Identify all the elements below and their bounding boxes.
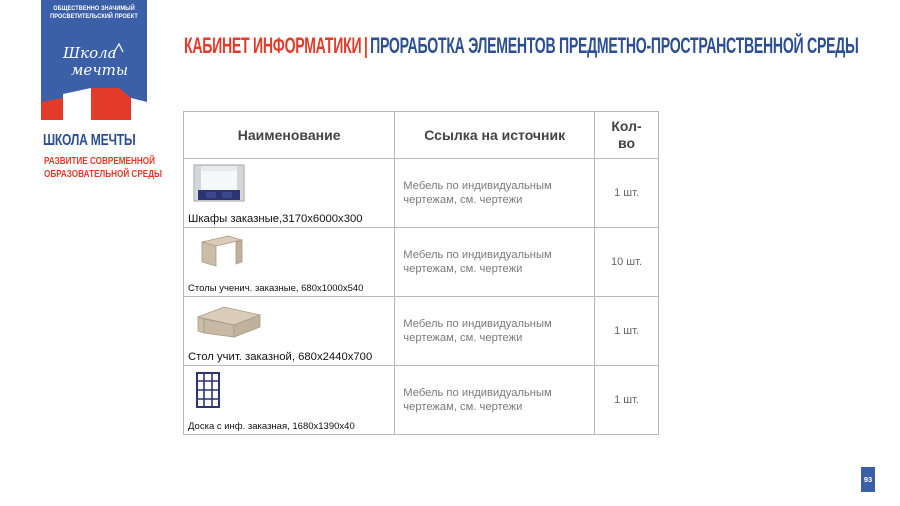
furniture-table — [183, 111, 659, 435]
qty-cell: 10 шт. — [595, 228, 659, 297]
title-subject: ПРОРАБОТКА ЭЛЕМЕНТОВ ПРЕДМЕТНО-ПРОСТРАНСТВЕННОЙ СРЕДЫ — [370, 33, 859, 58]
logo-word-1: Школа — [63, 44, 117, 62]
source-cell — [395, 366, 595, 435]
page-title — [184, 33, 859, 59]
table-row — [184, 297, 659, 366]
title-room: КАБИНЕТ ИНФОРМАТИКИ — [184, 33, 362, 58]
table-header-row — [184, 112, 659, 159]
header-qty — [595, 112, 659, 159]
source-cell — [395, 228, 595, 297]
source-line2: чертежам, см. чертежи — [403, 194, 523, 206]
table-row — [184, 159, 659, 228]
item-cell — [184, 228, 395, 297]
school-of-dreams-logo — [55, 40, 135, 84]
header-qty-line1: Кол- — [611, 118, 642, 134]
qty-cell: 1 шт. — [595, 159, 659, 228]
brand-tagline — [44, 156, 162, 181]
source-line1: Мебель по индивидуальным — [403, 387, 552, 399]
project-label-line2: ПРОСВЕТИТЕЛЬСКИЙ ПРОЕКТ — [50, 13, 138, 20]
page-number: 93 — [861, 467, 875, 492]
source-cell — [395, 297, 595, 366]
logo-word-2: мечты — [71, 61, 129, 79]
tagline-line2: ОБРАЗОВАТЕЛЬНОЙ СРЕДЫ — [44, 168, 162, 180]
source-line1: Мебель по индивидуальным — [403, 318, 552, 330]
project-label-line1: ОБЩЕСТВЕННО ЗНАЧИМЫЙ — [53, 5, 135, 12]
project-banner — [41, 0, 147, 120]
item-cell — [184, 366, 395, 435]
header-source: Ссылка на источник — [395, 112, 595, 159]
item-name: Стол учит. заказной, 680х2440х700 — [188, 351, 373, 363]
table-row — [184, 366, 659, 435]
source-cell — [395, 159, 595, 228]
project-label — [46, 5, 141, 21]
source-line2: чертежам, см. чертежи — [403, 263, 523, 275]
item-name: Доска с инф. заказная, 1680х1390х40 — [188, 421, 355, 432]
item-cell — [184, 297, 395, 366]
header-qty-line2: во — [618, 135, 636, 151]
source-line1: Мебель по индивидуальным — [403, 249, 552, 261]
item-name: Столы ученич. заказные, 680х1000х540 — [188, 283, 364, 294]
source-line2: чертежам, см. чертежи — [403, 332, 523, 344]
tagline-line1: РАЗВИТИЕ СОВРЕМЕННОЙ — [44, 156, 155, 167]
item-name: Шкафы заказные,3170х6000х300 — [188, 213, 363, 225]
student-desk-icon — [198, 234, 246, 268]
cabinet-icon — [192, 163, 246, 203]
brand-name: ШКОЛА МЕЧТЫ — [43, 132, 136, 149]
table-row — [184, 228, 659, 297]
header-name: Наименование — [184, 112, 395, 159]
item-cell — [184, 159, 395, 228]
source-line2: чертежам, см. чертежи — [403, 401, 523, 413]
info-board-icon — [196, 372, 220, 408]
qty-cell: 1 шт. — [595, 297, 659, 366]
school-building-icon — [41, 84, 147, 120]
source-line1: Мебель по индивидуальным — [403, 180, 552, 192]
title-separator: | — [363, 33, 368, 58]
teacher-desk-icon — [196, 303, 262, 339]
qty-cell: 1 шт. — [595, 366, 659, 435]
